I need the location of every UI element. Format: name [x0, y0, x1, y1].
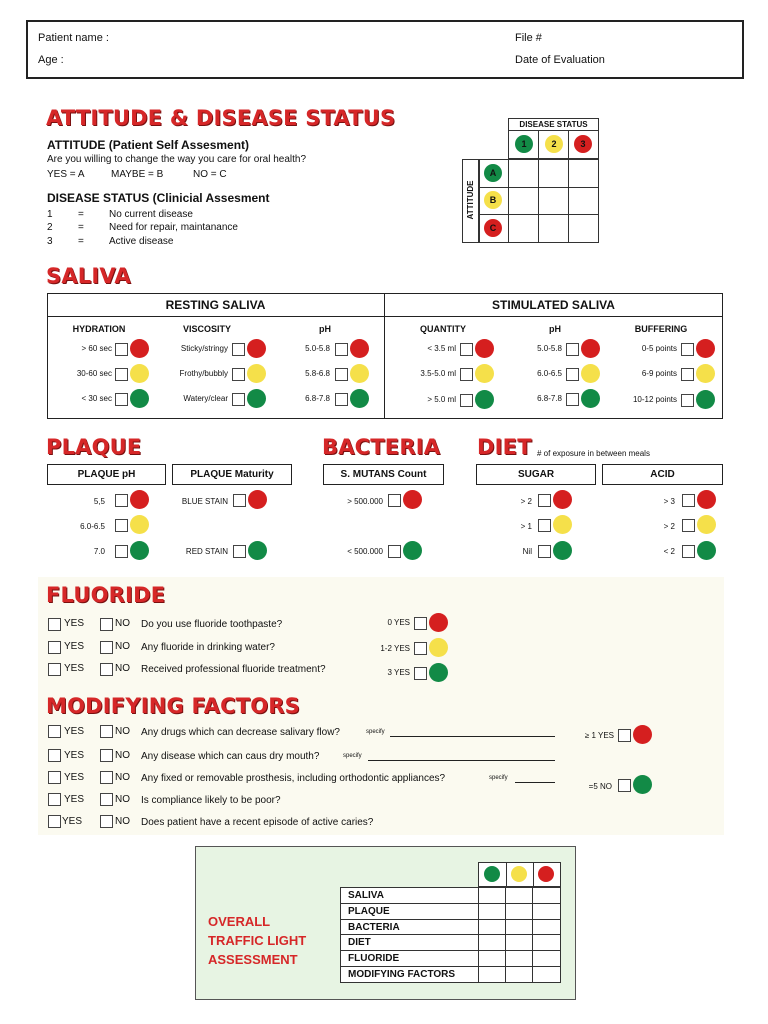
- no-label: NO: [115, 816, 130, 827]
- red-light-icon: [130, 339, 149, 358]
- buffering-option: 10-12 points: [632, 395, 677, 404]
- stimulated-ph-checkbox[interactable]: [566, 393, 579, 406]
- plaque-title: PLAQUE: [46, 435, 142, 459]
- yellow-light-icon: [429, 638, 448, 657]
- disease-level-text: No current disease: [109, 209, 193, 220]
- sugar-option: > 1: [520, 522, 532, 531]
- grid-col-3-dot: [574, 135, 592, 153]
- overall-cell[interactable]: [506, 967, 533, 983]
- specify-line[interactable]: [515, 782, 555, 783]
- fluoride-question: Received professional fluoride treatment?: [141, 664, 326, 675]
- overall-cell[interactable]: [506, 935, 533, 951]
- fluoride-yes-checkbox[interactable]: [48, 641, 61, 654]
- resting-ph-checkbox[interactable]: [335, 343, 348, 356]
- red-light-icon: [350, 339, 369, 358]
- overall-cell[interactable]: [533, 919, 561, 935]
- plaque-ph-option: 6.0-6.5: [80, 522, 105, 531]
- modifying-no-checkbox[interactable]: [100, 815, 113, 828]
- grid-row-c-dot: [484, 219, 502, 237]
- overall-row-label: PLAQUE: [341, 903, 479, 919]
- green-light-icon: [130, 389, 149, 408]
- red-light-icon: [130, 490, 149, 509]
- red-light-icon: [248, 490, 267, 509]
- overall-cell[interactable]: [479, 919, 506, 935]
- specify-label: specify: [489, 775, 508, 781]
- overall-cell[interactable]: [479, 967, 506, 983]
- acid-option: > 3: [663, 497, 675, 506]
- modifying-yes-checkbox[interactable]: [48, 793, 61, 806]
- stimulated-ph-option: 5.0-5.8: [537, 344, 562, 353]
- overall-cell[interactable]: [479, 935, 506, 951]
- green-light-icon: [350, 389, 369, 408]
- modifying-no-checkbox[interactable]: [100, 793, 113, 806]
- overall-cell[interactable]: [506, 888, 533, 904]
- grid-col-2-dot: [545, 135, 563, 153]
- saliva-col-header: HYDRATION: [72, 324, 126, 334]
- overall-row-label: DIET: [341, 935, 479, 951]
- yellow-light-icon: [130, 515, 149, 534]
- yes-label: YES: [64, 772, 85, 783]
- overall-row-label: MODIFYING FACTORS: [341, 967, 479, 983]
- quantity-checkbox[interactable]: [460, 394, 473, 407]
- yellow-light-icon: [696, 364, 715, 383]
- grid-side-attitude: ATTITUDE: [466, 180, 475, 220]
- plaque-ph-option: 5,5: [93, 497, 105, 506]
- modifying-question: Any disease which can caus dry mouth?: [141, 751, 320, 762]
- viscosity-option: Sticky/stringy: [180, 344, 228, 353]
- yes-label: YES: [64, 641, 85, 652]
- green-light-icon: [130, 541, 149, 560]
- buffering-checkbox[interactable]: [681, 368, 694, 381]
- sugar-option: Nil: [522, 547, 532, 556]
- overall-cell[interactable]: [479, 888, 506, 904]
- grid-col-1-label: 1: [521, 139, 527, 149]
- hydration-checkbox[interactable]: [115, 393, 128, 406]
- attitude-question: Are you willing to change the way you care for oral health?: [47, 154, 307, 165]
- hydration-option: > 60 sec: [81, 344, 112, 353]
- no-label: NO: [115, 726, 130, 737]
- fluoride-score-checkbox[interactable]: [414, 667, 427, 680]
- no-label: NO: [115, 794, 130, 805]
- modifying-question: Does patient have a recent episode of active caries?: [141, 817, 374, 828]
- diet-subtitle: # of exposure in between meals: [537, 449, 650, 458]
- red-light-icon: [633, 725, 652, 744]
- plaque-maturity-option: RED STAIN: [185, 547, 228, 556]
- disease-level-eq: =: [78, 222, 84, 233]
- overall-cell[interactable]: [506, 903, 533, 919]
- no-label: NO: [115, 663, 130, 674]
- disease-level-eq: =: [78, 236, 84, 247]
- resting-ph-checkbox[interactable]: [335, 393, 348, 406]
- sugar-checkbox[interactable]: [538, 519, 551, 532]
- overall-cell[interactable]: [479, 903, 506, 919]
- overall-row-label: FLUORIDE: [341, 951, 479, 967]
- s-mutans-option: < 500.000: [347, 547, 383, 556]
- acid-checkbox[interactable]: [682, 519, 695, 532]
- fluoride-score: 3 YES: [387, 668, 410, 677]
- red-light-icon: [697, 490, 716, 509]
- no-label: NO: [115, 641, 130, 652]
- yes-label: YES: [62, 816, 83, 827]
- overall-title-line: ASSESSMENT: [208, 952, 298, 967]
- attitude-self-title: ATTITUDE (Patient Self Assesment): [47, 138, 250, 152]
- buffering-option: 6-9 points: [641, 369, 677, 378]
- acid-header: ACID: [602, 464, 723, 485]
- fluoride-yes-checkbox[interactable]: [48, 663, 61, 676]
- date-of-evaluation-label: Date of Evaluation: [515, 54, 605, 66]
- fluoride-no-checkbox[interactable]: [100, 663, 113, 676]
- green-light-icon: [475, 390, 494, 409]
- no-label: NO: [115, 618, 130, 629]
- overall-cell[interactable]: [506, 951, 533, 967]
- yes-label: YES: [64, 726, 85, 737]
- red-light-icon: [403, 490, 422, 509]
- modifying-no-checkbox[interactable]: [100, 725, 113, 738]
- yellow-light-icon: [581, 364, 600, 383]
- bacteria-title: BACTERIA: [322, 435, 441, 459]
- disease-level-text: Active disease: [109, 236, 174, 247]
- overall-cell[interactable]: [533, 903, 561, 919]
- green-light-icon: [581, 389, 600, 408]
- disease-level-num: 3: [47, 236, 53, 247]
- plaque-maturity-header: PLAQUE Maturity: [172, 464, 292, 485]
- saliva-col-header: QUANTITY: [420, 324, 466, 334]
- yellow-light-icon: [130, 364, 149, 383]
- modifying-no-checkbox[interactable]: [100, 749, 113, 762]
- file-number-label: File #: [515, 32, 542, 44]
- grid-header-disease-status: DISEASE STATUS: [508, 118, 599, 131]
- modifying-score-checkbox[interactable]: [618, 779, 631, 792]
- specify-line[interactable]: [368, 760, 555, 761]
- modifying-yes-checkbox[interactable]: [48, 749, 61, 762]
- quantity-option: 3.5-5.0 ml: [420, 369, 456, 378]
- overall-cell[interactable]: [533, 951, 561, 967]
- modifying-score: ≥ 1 YES: [584, 731, 614, 740]
- stimulated-ph-checkbox[interactable]: [566, 368, 579, 381]
- attitude-yes: YES = A: [47, 169, 85, 180]
- yellow-light-icon: [247, 364, 266, 383]
- grid-col-3-label: 3: [580, 139, 586, 149]
- s-mutans-checkbox[interactable]: [388, 545, 401, 558]
- saliva-col-header: BUFFERING: [634, 324, 688, 334]
- attitude-disease-grid: [462, 118, 600, 244]
- disease-level-text: Need for repair, maintanance: [109, 222, 238, 233]
- green-light-icon: [696, 390, 715, 409]
- fluoride-question: Any fluoride in drinking water?: [141, 642, 275, 653]
- attitude-maybe: MAYBE = B: [111, 169, 164, 180]
- plaque-ph-checkbox[interactable]: [115, 519, 128, 532]
- overall-cell[interactable]: [479, 951, 506, 967]
- overall-yellow-icon: [511, 866, 527, 882]
- red-light-icon: [429, 613, 448, 632]
- green-light-icon: [429, 663, 448, 682]
- overall-cell[interactable]: [533, 935, 561, 951]
- sugar-checkbox[interactable]: [538, 494, 551, 507]
- plaque-ph-checkbox[interactable]: [115, 545, 128, 558]
- overall-title-line: OVERALL: [208, 914, 271, 929]
- plaque-maturity-option: BLUE STAIN: [181, 497, 228, 506]
- grid-col-2-label: 2: [551, 139, 557, 149]
- grid-row-c-label: C: [489, 223, 497, 233]
- overall-cell[interactable]: [533, 967, 561, 983]
- green-light-icon: [553, 541, 572, 560]
- fluoride-score: 1-2 YES: [380, 644, 410, 653]
- yellow-light-icon: [350, 364, 369, 383]
- modifying-no-checkbox[interactable]: [100, 771, 113, 784]
- attitude-disease-title: ATTITUDE & DISEASE STATUS: [46, 106, 396, 130]
- resting-ph-option: 6.8-7.8: [305, 394, 330, 403]
- resting-ph-checkbox[interactable]: [335, 368, 348, 381]
- fluoride-no-checkbox[interactable]: [100, 618, 113, 631]
- quantity-option: > 5.0 ml: [427, 395, 456, 404]
- patient-header-box: [26, 20, 744, 79]
- yes-label: YES: [64, 794, 85, 805]
- modifying-question: Any fixed or removable prosthesis, including orthodontic appliances?: [141, 773, 446, 784]
- overall-green-icon: [484, 866, 500, 882]
- disease-level-eq: =: [78, 209, 84, 220]
- stimulated-ph-option: 6.8-7.8: [537, 394, 562, 403]
- fluoride-score: 0 YES: [387, 618, 410, 627]
- yellow-light-icon: [475, 364, 494, 383]
- modifying-question: Any drugs which can decrease salivary flow?: [141, 727, 340, 738]
- red-light-icon: [247, 339, 266, 358]
- saliva-col-header: pH: [319, 324, 331, 334]
- no-label: NO: [115, 772, 130, 783]
- age-label: Age :: [38, 54, 64, 66]
- fluoride-no-checkbox[interactable]: [100, 641, 113, 654]
- specify-label: specify: [343, 753, 362, 759]
- fluoride-title: FLUORIDE: [46, 583, 166, 607]
- disease-clinical-title: DISEASE STATUS (Clinicial Assesment: [47, 191, 270, 205]
- resting-saliva-header: RESTING SALIVA: [165, 298, 266, 312]
- acid-checkbox[interactable]: [682, 494, 695, 507]
- hydration-option: 30-60 sec: [76, 369, 112, 378]
- grid-col-1-dot: [515, 135, 533, 153]
- modifying-yes-checkbox[interactable]: [48, 771, 61, 784]
- fluoride-yes-checkbox[interactable]: [48, 618, 61, 631]
- green-light-icon: [248, 541, 267, 560]
- modifying-score: =5 NO: [588, 782, 612, 791]
- green-light-icon: [247, 389, 266, 408]
- patient-name-label: Patient name :: [38, 32, 109, 44]
- hydration-checkbox[interactable]: [115, 368, 128, 381]
- quantity-option: < 3.5 ml: [427, 344, 456, 353]
- viscosity-option: Frothy/bubbly: [179, 369, 228, 378]
- grid-row-a-label: A: [489, 168, 497, 178]
- fluoride-score-checkbox[interactable]: [414, 642, 427, 655]
- quantity-checkbox[interactable]: [460, 343, 473, 356]
- yes-label: YES: [64, 663, 85, 674]
- s-mutans-checkbox[interactable]: [388, 494, 401, 507]
- stimulated-ph-option: 6.0-6.5: [537, 369, 562, 378]
- s-mutans-header: S. MUTANS Count: [323, 464, 444, 485]
- resting-ph-option: 5.8-6.8: [305, 369, 330, 378]
- plaque-ph-option: 7.0: [93, 547, 105, 556]
- grid-row-b-dot: [484, 191, 502, 209]
- viscosity-checkbox[interactable]: [232, 343, 245, 356]
- sugar-option: > 2: [520, 497, 532, 506]
- resting-ph-option: 5.0-5.8: [305, 344, 330, 353]
- stimulated-saliva-header: STIMULATED SALIVA: [492, 298, 615, 312]
- modifying-factors-title: MODIFYING FACTORS: [46, 694, 300, 718]
- overall-cell[interactable]: [506, 919, 533, 935]
- overall-cell[interactable]: [533, 888, 561, 904]
- green-light-icon: [403, 541, 422, 560]
- diet-title: DIET: [477, 435, 532, 459]
- overall-row-label: SALIVA: [341, 888, 479, 904]
- buffering-option: 0-5 points: [641, 344, 677, 353]
- modifying-score-checkbox[interactable]: [618, 729, 631, 742]
- plaque-maturity-checkbox[interactable]: [233, 545, 246, 558]
- overall-red-icon: [538, 866, 554, 882]
- red-light-icon: [696, 339, 715, 358]
- specify-line[interactable]: [390, 736, 555, 737]
- modifying-yes-checkbox[interactable]: [48, 725, 61, 738]
- overall-assessment-table: [340, 887, 561, 983]
- acid-option: < 2: [663, 547, 675, 556]
- no-label: NO: [115, 750, 130, 761]
- s-mutans-option: > 500.000: [347, 497, 383, 506]
- hydration-checkbox[interactable]: [115, 343, 128, 356]
- green-light-icon: [633, 775, 652, 794]
- plaque-ph-checkbox[interactable]: [115, 494, 128, 507]
- overall-row-label: BACTERIA: [341, 919, 479, 935]
- sugar-checkbox[interactable]: [538, 545, 551, 558]
- viscosity-option: Watery/clear: [183, 394, 228, 403]
- viscosity-checkbox[interactable]: [232, 393, 245, 406]
- red-light-icon: [581, 339, 600, 358]
- saliva-col-header: VISCOSITY: [182, 324, 231, 334]
- attitude-no: NO = C: [193, 169, 227, 180]
- disease-level-num: 1: [47, 209, 53, 220]
- plaque-ph-header: PLAQUE pH: [47, 464, 166, 485]
- saliva-title: SALIVA: [46, 264, 131, 288]
- overall-title-line: TRAFFIC LIGHT: [208, 933, 307, 948]
- red-light-icon: [553, 490, 572, 509]
- green-light-icon: [697, 541, 716, 560]
- modifying-question: Is compliance likely to be poor?: [141, 795, 281, 806]
- yes-label: YES: [64, 618, 85, 629]
- acid-checkbox[interactable]: [682, 545, 695, 558]
- red-light-icon: [475, 339, 494, 358]
- stimulated-ph-checkbox[interactable]: [566, 343, 579, 356]
- disease-level-num: 2: [47, 222, 53, 233]
- fluoride-score-checkbox[interactable]: [414, 617, 427, 630]
- grid-row-a-dot: [484, 164, 502, 182]
- acid-option: > 2: [663, 522, 675, 531]
- saliva-col-header: pH: [549, 324, 561, 334]
- modifying-yes-checkbox[interactable]: [48, 815, 61, 828]
- hydration-option: < 30 sec: [81, 394, 112, 403]
- fluoride-question: Do you use fluoride toothpaste?: [141, 619, 283, 630]
- quantity-checkbox[interactable]: [460, 368, 473, 381]
- plaque-maturity-checkbox[interactable]: [233, 494, 246, 507]
- buffering-checkbox[interactable]: [681, 343, 694, 356]
- yellow-light-icon: [697, 515, 716, 534]
- yellow-light-icon: [553, 515, 572, 534]
- viscosity-checkbox[interactable]: [232, 368, 245, 381]
- grid-row-b-label: B: [489, 195, 497, 205]
- sugar-header: SUGAR: [476, 464, 596, 485]
- specify-label: specify: [366, 729, 385, 735]
- buffering-checkbox[interactable]: [681, 394, 694, 407]
- yes-label: YES: [64, 750, 85, 761]
